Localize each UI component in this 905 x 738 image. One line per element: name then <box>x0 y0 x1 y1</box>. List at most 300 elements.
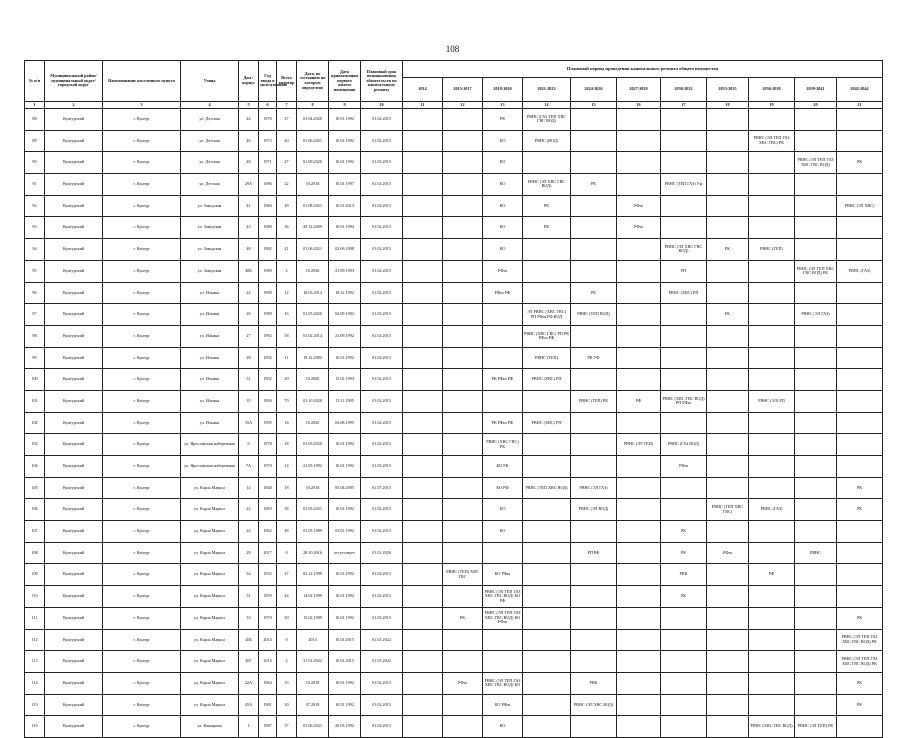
period-cell <box>837 130 883 152</box>
period-cell: РК <box>661 521 707 543</box>
district-cell: Кунгурский <box>45 629 103 651</box>
priv-date-cell: 10.01.1992 <box>329 109 361 131</box>
street-cell: ул. Ильина <box>181 304 239 326</box>
locality-cell: г. Кунгур <box>103 390 181 412</box>
period-cell <box>443 130 483 152</box>
obligation-date-cell: 01.02.2015 <box>361 304 403 326</box>
period-cell <box>523 239 571 261</box>
period-cell <box>403 499 443 521</box>
table-row <box>25 456 883 478</box>
period-cell <box>749 586 795 608</box>
period-cell <box>749 521 795 543</box>
period-cell: РВНС (ГАЗ ТЕП ХВС ГВС ВОД) <box>523 109 571 131</box>
period-cell <box>443 347 483 369</box>
period-cell <box>523 282 571 304</box>
period-cell <box>661 195 707 217</box>
row-number: 91 <box>25 174 45 196</box>
period-cell <box>661 325 707 347</box>
period-cell <box>443 109 483 131</box>
house-cell: 41 <box>239 195 259 217</box>
col-apartments-header: Всего квартир <box>277 61 297 102</box>
street-cell: ул. Детская <box>181 130 239 152</box>
table-row <box>25 672 883 694</box>
period-cell: РК <box>837 694 883 716</box>
period-cell <box>483 651 523 673</box>
period-cell <box>571 716 617 738</box>
period-cell <box>523 499 571 521</box>
district-cell: Кунгурский <box>45 390 103 412</box>
period-cell <box>523 586 571 608</box>
table-row <box>25 152 883 174</box>
period-cell <box>443 195 483 217</box>
priv-date-cell: 10.01.1992 <box>329 694 361 716</box>
col-year-header: Год ввода в эксплуатацию <box>259 61 277 102</box>
row-number: 112 <box>25 629 45 651</box>
house-cell: 7А <box>239 456 259 478</box>
period-cell: РВНС (ХВС) РП <box>661 282 707 304</box>
period-cell: РК <box>661 542 707 564</box>
capital-repair-table <box>24 60 883 738</box>
period-cell <box>443 260 483 282</box>
district-cell: Кунгурский <box>45 499 103 521</box>
apartments-cell: 18 <box>277 477 297 499</box>
period-cell <box>571 586 617 608</box>
period-cell <box>523 694 571 716</box>
period-cell <box>707 109 749 131</box>
period-cell <box>837 716 883 738</box>
column-number: 6 <box>259 102 277 109</box>
period-cell: РВНС (ЭЛ ХВС ГВС ВОД) <box>661 239 707 261</box>
period-cell <box>707 325 749 347</box>
period-cell <box>749 456 795 478</box>
period-cell <box>795 130 837 152</box>
priv-date-cell: 10.01.2013 <box>329 195 361 217</box>
street-cell: ул. Кашарина <box>181 716 239 738</box>
column-number: 8 <box>297 102 329 109</box>
district-cell: Кунгурский <box>45 694 103 716</box>
tech-date-cell: 19.12.2005 <box>297 347 329 369</box>
period-cell <box>837 347 883 369</box>
period-cell <box>795 564 837 586</box>
period-cell <box>749 434 795 456</box>
obligation-date-cell: 01.02.2015 <box>361 109 403 131</box>
period-cell <box>403 607 443 629</box>
col-period-header: Плановый срок возникновения обязательств по капитальному ремонту <box>361 61 403 102</box>
locality-cell: г. Кунгур <box>103 217 181 239</box>
house-cell: 24 <box>239 282 259 304</box>
row-number: 99 <box>25 347 45 369</box>
street-cell: ул. Заводская <box>181 217 239 239</box>
row-number: 95 <box>25 260 45 282</box>
obligation-date-cell: 01.02.2015 <box>361 282 403 304</box>
period-cell <box>523 521 571 543</box>
table-row <box>25 195 883 217</box>
period-cell <box>707 716 749 738</box>
apartments-cell: 2 <box>277 651 297 673</box>
street-cell: ул. Заводская <box>181 260 239 282</box>
period-cell: КО <box>483 152 523 174</box>
period-header: 2033-2035 <box>707 77 749 101</box>
priv-date-cell: 04.08.1995 <box>329 412 361 434</box>
period-cell: РК <box>571 282 617 304</box>
priv-date-cell: 10.01.1994 <box>329 217 361 239</box>
district-cell: Кунгурский <box>45 477 103 499</box>
obligation-date-cell: 01.02.2015 <box>361 390 403 412</box>
period-cell <box>571 217 617 239</box>
house-cell: 43 <box>239 217 259 239</box>
period-cell <box>749 260 795 282</box>
period-cell <box>443 239 483 261</box>
period-cell <box>617 672 661 694</box>
obligation-date-cell: 01.02.2015 <box>361 130 403 152</box>
column-number: 7 <box>277 102 297 109</box>
district-cell: Кунгурский <box>45 542 103 564</box>
row-number: 110 <box>25 586 45 608</box>
locality-cell: г. Кунгур <box>103 456 181 478</box>
period-cell <box>403 586 443 608</box>
period-cell: РВНС (ЭЛ ХВС ВОД) <box>571 694 617 716</box>
period-cell: РВНС (ГАЗ ВОД) <box>661 434 707 456</box>
period-cell <box>443 325 483 347</box>
period-cell: РВНС (ХВС ГВС ВОД) РП РФш <box>661 390 707 412</box>
row-number: 109 <box>25 564 45 586</box>
period-cell <box>661 477 707 499</box>
period-cell: РВНС (ХВС ГВС) РП РК РФш РФ <box>523 325 571 347</box>
street-cell: ул. Ильина <box>181 282 239 304</box>
period-cell <box>707 260 749 282</box>
district-cell: Кунгурский <box>45 564 103 586</box>
table-row <box>25 586 883 608</box>
period-cell <box>749 672 795 694</box>
period-cell <box>707 607 749 629</box>
period-cell <box>443 694 483 716</box>
row-number: 107 <box>25 521 45 543</box>
priv-date-cell: 05.04.2005 <box>329 477 361 499</box>
period-cell <box>707 174 749 196</box>
priv-date-cell: 21.09.1992 <box>329 325 361 347</box>
locality-cell: г. Кунгур <box>103 195 181 217</box>
period-cell <box>837 325 883 347</box>
period-cell <box>523 260 571 282</box>
period-cell: КО РФш <box>483 694 523 716</box>
locality-cell: г. Кунгур <box>103 260 181 282</box>
tech-date-cell: 10.2018 <box>297 477 329 499</box>
table-row <box>25 325 883 347</box>
period-cell <box>571 260 617 282</box>
period-cell <box>403 174 443 196</box>
period-cell <box>707 521 749 543</box>
row-number: 104 <box>25 456 45 478</box>
period-cell <box>795 672 837 694</box>
period-cell <box>443 412 483 434</box>
street-cell: ул. Карла Маркса <box>181 499 239 521</box>
period-cell <box>571 152 617 174</box>
street-cell: ул. Карла Маркса <box>181 672 239 694</box>
period-cell <box>749 607 795 629</box>
period-cell <box>795 282 837 304</box>
locality-cell: г. Кунгур <box>103 434 181 456</box>
col-tech-date-header: Дата, по состоянию на которую определено <box>297 61 329 102</box>
period-cell <box>483 347 523 369</box>
street-cell: ул. Карла Маркса <box>181 694 239 716</box>
house-cell: 24 <box>239 521 259 543</box>
period-cell <box>749 651 795 673</box>
period-cell: РВНС (ЭЛ ТЕП ГАЗ ХВС ГВС ВОД) РК <box>837 651 883 673</box>
column-number: 21 <box>837 102 883 109</box>
period-cell <box>403 260 443 282</box>
district-cell: Кунгурский <box>45 521 103 543</box>
house-cell: 28 <box>239 542 259 564</box>
priv-date-cell: 02.06.1998 <box>329 239 361 261</box>
period-cell: РВНС (ЭЛ ТЕП ГАЗ ХВС ГВС ВОД) КО РФш <box>483 607 523 629</box>
house-cell: 22А <box>239 672 259 694</box>
apartments-cell: 47 <box>277 564 297 586</box>
plan-title-header: Плановый период проведения капитального ремонта общего имущества <box>403 61 883 78</box>
column-number: 4 <box>181 102 239 109</box>
apartments-cell: 11 <box>277 347 297 369</box>
period-cell <box>617 651 661 673</box>
priv-date-cell: 10.01.1992 <box>329 130 361 152</box>
tech-date-cell: 28.10.2016 <box>297 542 329 564</box>
period-cell <box>795 390 837 412</box>
tech-date-cell: 01.04.2020 <box>297 109 329 131</box>
period-cell <box>749 174 795 196</box>
district-cell: Кунгурский <box>45 672 103 694</box>
priv-date-cell: 04.09.1993 <box>329 304 361 326</box>
apartments-cell: 0 <box>277 542 297 564</box>
period-header: 2030-2032 <box>661 77 707 101</box>
period-cell <box>661 369 707 391</box>
period-cell: КО РФш <box>483 564 523 586</box>
period-cell: РФш <box>443 672 483 694</box>
priv-date-cell: 10.01.1992 <box>329 456 361 478</box>
period-cell <box>617 109 661 131</box>
period-cell <box>403 130 443 152</box>
period-cell <box>661 499 707 521</box>
column-number: 11 <box>403 102 443 109</box>
period-cell <box>617 412 661 434</box>
period-cell <box>617 130 661 152</box>
locality-cell: г. Кунгур <box>103 130 181 152</box>
period-cell: КО <box>483 130 523 152</box>
period-cell <box>837 109 883 131</box>
tech-date-cell: 10.2018 <box>297 174 329 196</box>
period-cell: РК <box>661 586 707 608</box>
period-cell: РВНС (ТЕП) <box>523 347 571 369</box>
table-row <box>25 499 883 521</box>
period-cell <box>443 304 483 326</box>
obligation-date-cell: 01.02.2015 <box>361 260 403 282</box>
street-cell: ул. Ильина <box>181 412 239 434</box>
period-cell <box>661 304 707 326</box>
period-cell <box>837 304 883 326</box>
period-cell <box>707 130 749 152</box>
row-number: 111 <box>25 607 45 629</box>
period-cell <box>571 369 617 391</box>
period-cell: РВНС (ТЕП) <box>749 239 795 261</box>
period-cell <box>661 672 707 694</box>
period-cell <box>837 542 883 564</box>
tech-date-cell: 16.05.2014 <box>297 282 329 304</box>
year-cell: 1995 <box>259 412 277 434</box>
period-cell <box>707 456 749 478</box>
period-cell <box>403 325 443 347</box>
period-cell <box>837 217 883 239</box>
tech-date-cell: 01.06.2021 <box>297 130 329 152</box>
period-cell: РВНС (ЭЛ ТЕП) РК <box>795 716 837 738</box>
district-cell: Кунгурский <box>45 152 103 174</box>
street-cell: ул. Ярославская набережная <box>181 456 239 478</box>
period-cell: РВНС (ТЕП ХВС ВОД) <box>523 477 571 499</box>
year-cell: 1976 <box>259 109 277 131</box>
period-cell: РК <box>837 477 883 499</box>
column-number: 12 <box>443 102 483 109</box>
apartments-cell: 49 <box>277 195 297 217</box>
period-cell <box>617 499 661 521</box>
row-number: 101 <box>25 390 45 412</box>
apartments-cell: 38 <box>277 499 297 521</box>
table-row <box>25 477 883 499</box>
obligation-date-cell: 01.02.2015 <box>361 152 403 174</box>
period-cell: РФш <box>661 456 707 478</box>
period-cell <box>403 369 443 391</box>
priv-date-cell: 21.09.1993 <box>329 260 361 282</box>
locality-cell: г. Кунгур <box>103 282 181 304</box>
period-cell <box>403 564 443 586</box>
year-cell: 1992 <box>259 347 277 369</box>
period-cell <box>483 629 523 651</box>
year-cell: 1935 <box>259 564 277 586</box>
tech-date-cell: 29.12.2009 <box>297 217 329 239</box>
row-number: 105 <box>25 477 45 499</box>
locality-cell: г. Кунгур <box>103 109 181 131</box>
priv-date-cell: 10.01.1997 <box>329 174 361 196</box>
year-cell: 1980 <box>259 217 277 239</box>
obligation-date-cell: 01.02.2015 <box>361 521 403 543</box>
period-cell: РВНС (ЭЛ ТЕП ГАЗ ХВС ГВС ВОД) <box>795 152 837 174</box>
period-cell <box>403 629 443 651</box>
year-cell: 1978 <box>259 434 277 456</box>
period-cell <box>571 412 617 434</box>
apartments-cell: 36 <box>277 217 297 239</box>
period-cell: РФ <box>617 390 661 412</box>
locality-cell: г. Кунгур <box>103 499 181 521</box>
period-cell <box>403 542 443 564</box>
col-priv-date-header: Дата приватизации первого жилого помещения <box>329 61 361 102</box>
period-cell <box>795 434 837 456</box>
street-cell: ул. Ярославская набережная <box>181 434 239 456</box>
district-cell: Кунгурский <box>45 260 103 282</box>
period-cell <box>795 347 837 369</box>
column-number: 13 <box>483 102 523 109</box>
apartments-cell: 33 <box>277 672 297 694</box>
period-header: 2018-2020 <box>483 77 523 101</box>
period-cell <box>749 195 795 217</box>
period-cell: РВНС (ХВС) РП <box>523 369 571 391</box>
table-row <box>25 390 883 412</box>
period-header: 2021-2023 <box>523 77 571 101</box>
period-cell <box>443 586 483 608</box>
year-cell: 2014 <box>259 629 277 651</box>
period-cell <box>837 282 883 304</box>
table-row <box>25 521 883 543</box>
period-cell <box>707 390 749 412</box>
period-cell: РВНС (ТЕП ВОД) <box>571 304 617 326</box>
district-cell: Кунгурский <box>45 217 103 239</box>
col-house-header: Дом / корпус <box>239 61 259 102</box>
period-cell <box>403 477 443 499</box>
obligation-date-cell: 01.02.2015 <box>361 239 403 261</box>
obligation-date-cell: 01.02.2015 <box>361 456 403 478</box>
period-cell: РВНС (ЭЛ ГАЗ) <box>571 477 617 499</box>
house-cell: 34 <box>239 564 259 586</box>
year-cell: 1984 <box>259 195 277 217</box>
apartments-cell: 22 <box>277 174 297 196</box>
period-cell: РВНС (ЭЛ ТЕП ГАЗ ХВС ГВС ВОД) КО <box>483 672 523 694</box>
row-number: 89 <box>25 130 45 152</box>
period-cell: РК <box>523 217 571 239</box>
period-header: 2036-2038 <box>749 77 795 101</box>
priv-date-cell: 03.01.1992 <box>329 521 361 543</box>
locality-cell: г. Кунгур <box>103 239 181 261</box>
apartments-cell: 12 <box>277 282 297 304</box>
period-cell <box>571 456 617 478</box>
apartments-cell: 2 <box>277 260 297 282</box>
locality-cell: г. Кунгур <box>103 369 181 391</box>
table-row <box>25 694 883 716</box>
period-cell: РВНС (ЭЛ) РП <box>749 390 795 412</box>
period-cell <box>749 477 795 499</box>
period-cell: РВНС (ТЕП) РК <box>571 390 617 412</box>
period-cell <box>571 629 617 651</box>
period-cell: РК <box>837 152 883 174</box>
house-cell: 20Б <box>239 629 259 651</box>
period-cell <box>707 412 749 434</box>
year-cell: 1959 <box>259 586 277 608</box>
locality-cell: г. Кунгур <box>103 629 181 651</box>
period-cell <box>617 477 661 499</box>
period-cell <box>707 564 749 586</box>
obligation-date-cell: 01.02.2015 <box>361 564 403 586</box>
column-number: 17 <box>661 102 707 109</box>
col-district-header: Муниципальный район/ муниципальный округ/городской округ <box>45 61 103 102</box>
period-cell <box>749 325 795 347</box>
period-cell <box>795 477 837 499</box>
period-cell <box>443 282 483 304</box>
apartments-cell: 58 <box>277 325 297 347</box>
period-cell: РФш <box>617 217 661 239</box>
apartments-cell: 30 <box>277 607 297 629</box>
obligation-date-cell: 01.02.2015 <box>361 586 403 608</box>
year-cell: 1989 <box>259 304 277 326</box>
period-cell: РП <box>661 260 707 282</box>
period-cell: РВНС (ЭЛ ХВС ГВС ВОД) <box>523 174 571 196</box>
apartments-cell: 40 <box>277 130 297 152</box>
col-locality-header: Наименование населенного пункта <box>103 61 181 102</box>
house-cell: 28 <box>239 347 259 369</box>
street-cell: ул. Ильина <box>181 325 239 347</box>
period-cell <box>617 716 661 738</box>
period-cell: РК <box>837 672 883 694</box>
table-row <box>25 217 883 239</box>
column-number: 18 <box>707 102 749 109</box>
period-cell <box>617 347 661 369</box>
district-cell: Кунгурский <box>45 325 103 347</box>
period-cell <box>523 564 571 586</box>
period-cell <box>707 347 749 369</box>
period-cell <box>661 629 707 651</box>
period-cell: РВНС (ЭЛ ТЕП ХВС ГВС ВОД) РК <box>795 260 837 282</box>
